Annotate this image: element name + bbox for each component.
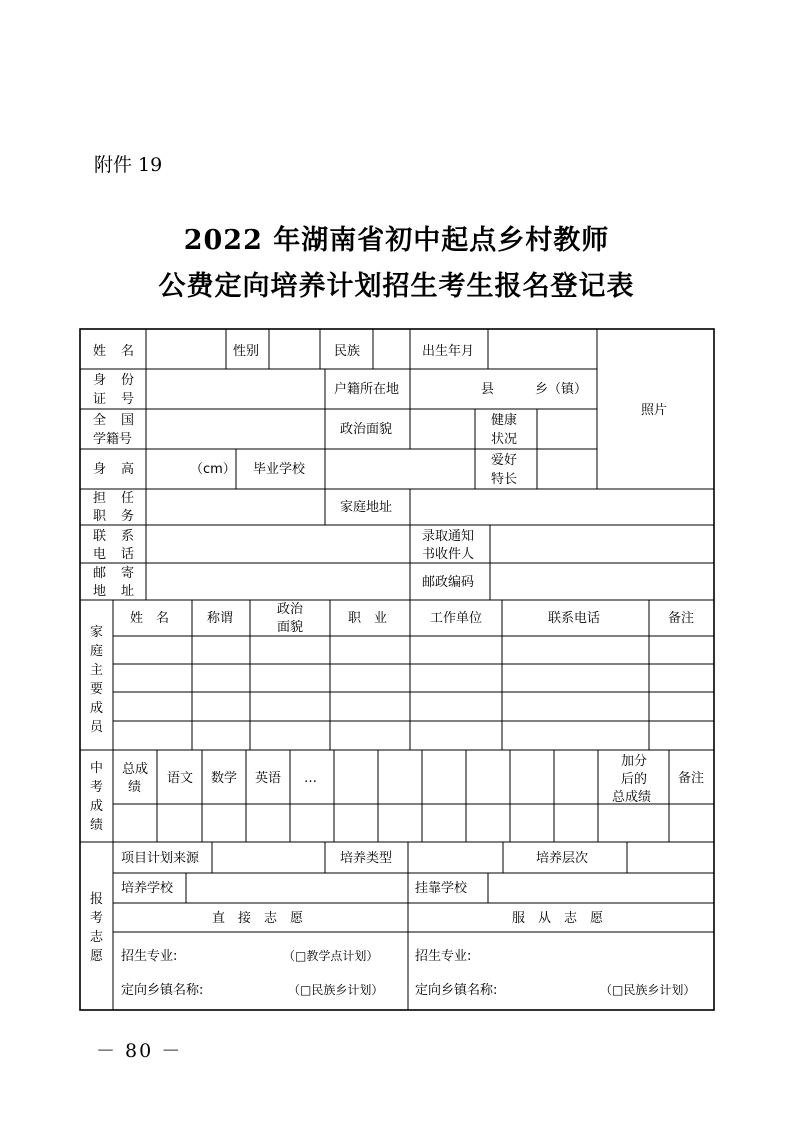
family-header-political-1: 政治 [277, 602, 304, 617]
family-header-phone: 联系电话 [548, 611, 601, 626]
apply-direct: 直 接 志 愿 [212, 911, 304, 926]
family-side-5: 成 [90, 701, 104, 716]
label-mail-1: 邮 [93, 566, 107, 581]
family-side-1: 家 [90, 625, 104, 640]
family-header-political-2: 面貌 [277, 620, 304, 635]
label-graduate-school: 毕业学校 [253, 462, 306, 477]
exam-bonus-3: 总成绩 [612, 790, 652, 805]
apply-plan-left: （□教学点计划） [283, 949, 379, 963]
label-position-1: 担 [93, 491, 107, 506]
apply-major-right: 招生专业: [415, 949, 472, 964]
apply-train-type: 培养类型 [340, 851, 393, 866]
family-side-2: 庭 [90, 644, 104, 659]
label-studentno-3: 学籍号 [93, 432, 133, 447]
label-position-3: 职 [93, 509, 107, 524]
label-id-1: 身 [93, 373, 107, 388]
apply-town-left: 定向乡镇名称: [121, 983, 204, 998]
exam-side-3: 成 [90, 799, 104, 814]
exam-etc: … [304, 771, 317, 786]
form-frame [80, 329, 714, 1010]
label-gender: 性别 [233, 344, 260, 359]
apply-train-level: 培养层次 [536, 851, 589, 866]
label-township: 乡（镇） [535, 382, 588, 397]
family-side-4: 要 [90, 682, 104, 697]
label-id-3: 证 [93, 392, 107, 407]
label-phone-2: 系 [121, 529, 135, 544]
label-recipient-1: 录取通知 [422, 529, 475, 544]
apply-major-left: 招生专业: [121, 949, 178, 964]
family-side-3: 主 [90, 663, 104, 678]
apply-side-4: 愿 [90, 949, 104, 964]
label-hobby-2: 特长 [491, 472, 518, 487]
exam-english: 英语 [255, 771, 282, 786]
label-position-2: 任 [121, 491, 135, 506]
apply-affiliated-school: 挂靠学校 [415, 881, 468, 896]
label-phone-4: 话 [121, 547, 135, 562]
label-health-1: 健康 [491, 413, 518, 428]
exam-side-2: 考 [90, 780, 104, 795]
label-id-4: 号 [121, 392, 135, 407]
exam-total-2: 绩 [128, 780, 142, 795]
apply-train-school: 培养学校 [121, 881, 174, 896]
attachment-label: 附件 19 [94, 154, 163, 176]
label-position-4: 务 [121, 509, 135, 524]
label-postcode: 邮政编码 [422, 575, 475, 590]
exam-bonus-2: 后的 [621, 772, 648, 787]
family-header-job: 职 业 [348, 611, 388, 626]
label-height-unit: （cm） [190, 462, 236, 477]
label-name-2: 名 [121, 344, 135, 359]
label-mail-4: 址 [121, 584, 135, 599]
family-header-workplace: 工作单位 [430, 611, 483, 626]
family-header-name: 姓 名 [130, 611, 170, 626]
exam-side-1: 中 [90, 761, 104, 776]
apply-plan-source: 项目计划来源 [121, 851, 200, 866]
page-number: － 80 － [96, 1040, 183, 1062]
label-ethnicity: 民族 [334, 344, 361, 359]
apply-town-right: 定向乡镇名称: [415, 983, 498, 998]
label-height-1: 身 [93, 462, 107, 477]
exam-math: 数学 [211, 771, 238, 786]
label-mail-3: 地 [93, 584, 107, 599]
label-hobby-1: 爱好 [491, 453, 518, 468]
form-title-line2: 公费定向培养计划招生考生报名登记表 [158, 271, 635, 302]
label-studentno-2: 国 [121, 413, 135, 428]
apply-plan-right: （□民族乡计划） [600, 983, 696, 997]
label-mail-2: 寄 [121, 566, 135, 581]
exam-chinese: 语文 [167, 771, 194, 786]
label-phone-3: 电 [93, 547, 107, 562]
exam-total-1: 总成 [122, 762, 149, 777]
apply-side-3: 志 [90, 930, 104, 945]
family-header-relation: 称谓 [207, 611, 234, 626]
label-birth: 出生年月 [422, 344, 475, 359]
label-studentno-1: 全 [93, 413, 107, 428]
label-political: 政治面貌 [340, 422, 393, 437]
family-header-remark: 备注 [668, 611, 695, 626]
label-household: 户籍所在地 [334, 382, 400, 397]
label-height-2: 高 [121, 462, 135, 477]
label-health-2: 状况 [491, 432, 518, 447]
apply-side-1: 报 [90, 892, 104, 907]
label-county: 县 [481, 382, 495, 397]
apply-obey: 服 从 志 愿 [512, 911, 604, 926]
label-name-1: 姓 [93, 344, 107, 359]
label-recipient-2: 书收件人 [422, 547, 475, 562]
form-title-line1: 2022 年湖南省初中起点乡村教师 [183, 225, 610, 256]
family-side-6: 员 [90, 720, 104, 735]
label-phone-1: 联 [93, 529, 107, 544]
apply-side-2: 考 [90, 911, 104, 926]
label-photo: 照片 [641, 403, 668, 418]
exam-remark: 备注 [678, 771, 705, 786]
label-id-2: 份 [121, 373, 135, 388]
apply-plan-left2: （□民族乡计划） [288, 983, 384, 997]
label-home-address: 家庭地址 [340, 500, 393, 515]
exam-side-4: 绩 [90, 818, 104, 833]
exam-bonus-1: 加分 [621, 754, 648, 769]
